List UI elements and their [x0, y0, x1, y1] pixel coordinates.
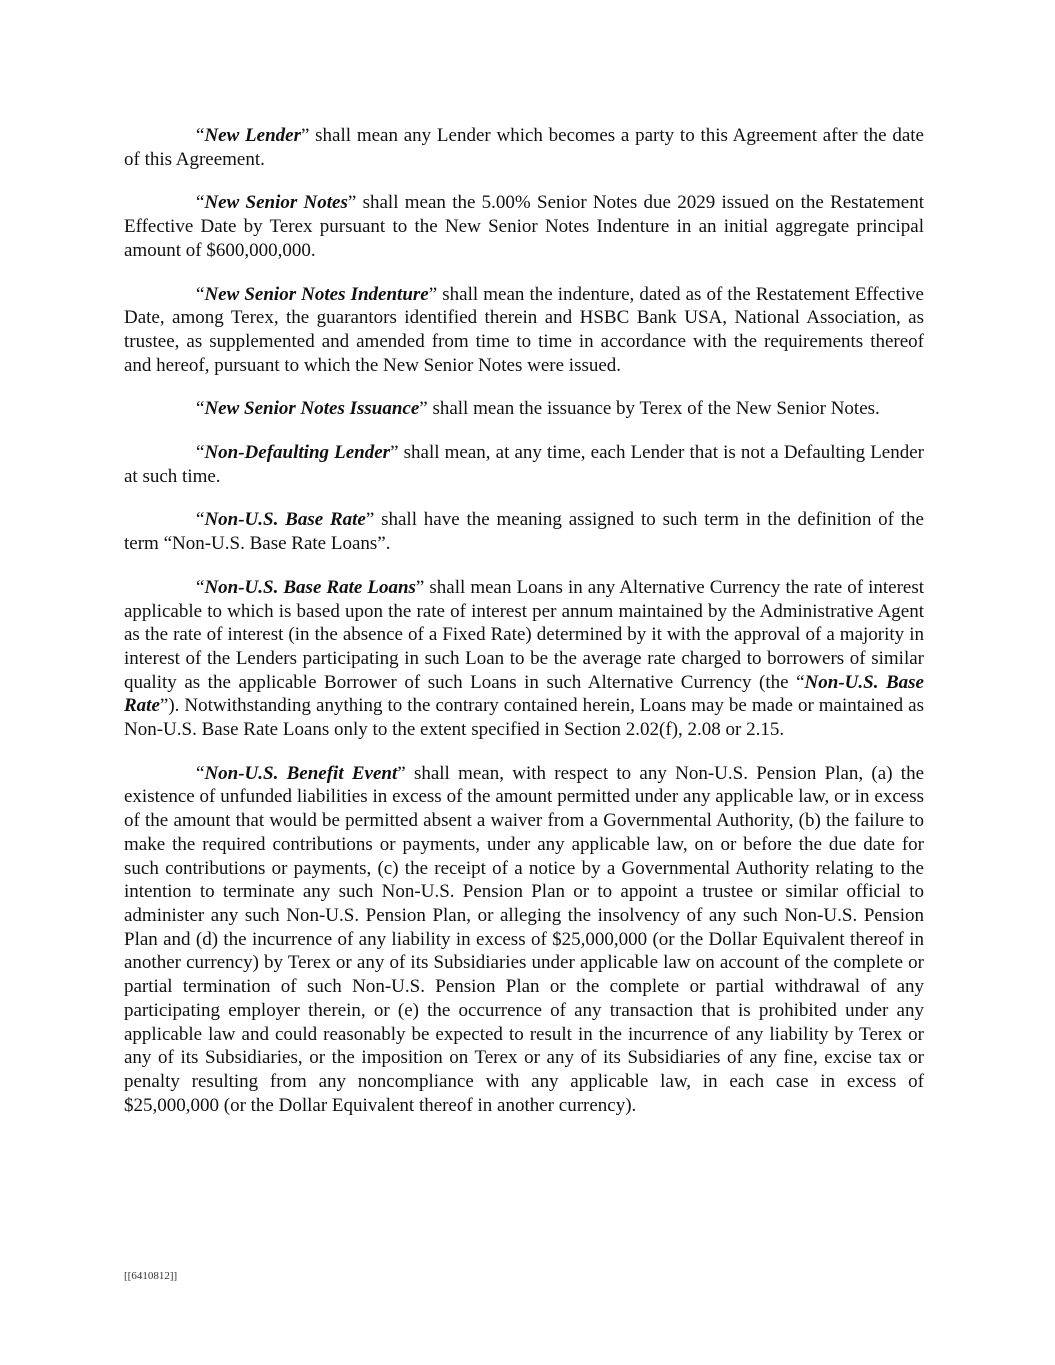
document-id-footer: [[6410812]]	[124, 1270, 178, 1282]
definition-text: ” shall mean the indenture, dated as of the Restatement Effective Date, among Terex, the guarantors identified therein and HSBC Bank USA, National Association, as trustee, as supplemented and amended from time to time in accordance with the requirements thereof and hereof, pursuant to which the New Senior Notes were issued.	[124, 283, 924, 376]
definition-new-lender	[124, 124, 924, 171]
definition-new-senior-notes-issuance	[124, 397, 924, 421]
definition-new-senior-notes-indenture	[124, 283, 924, 378]
definition-text: ” shall have the meaning assigned to such term in the definition of the term “Non-U.S. Base Rate Loans”.	[124, 509, 924, 555]
definition-new-senior-notes	[124, 191, 924, 262]
open-quote: “	[196, 398, 205, 420]
defined-term: New Senior Notes	[204, 192, 348, 214]
open-quote: “	[196, 192, 205, 214]
definition-non-us-base-rate	[124, 508, 924, 555]
definition-text: ” shall mean the 5.00% Senior Notes due 2029 issued on the Restatement Effective Date by Terex pursuant to the New Senior Notes Indenture in an initial aggregate principal amount of $600,000,000.	[124, 192, 924, 261]
inline-defined-term: Non-U.S. Base Rate	[124, 671, 924, 717]
open-quote: “	[196, 509, 205, 531]
open-quote: “	[196, 283, 205, 305]
open-quote: “	[196, 576, 205, 598]
definition-text-continued: ”). Notwithstanding anything to the contrary contained herein, Loans may be made or maintained as Non-U.S. Base Rate Loans only to the extent specified in Section 2.02(f), 2.08 or 2.15.	[124, 695, 924, 741]
definition-text: ” shall mean any Lender which becomes a party to this Agreement after the date of this Agreement.	[124, 125, 924, 170]
definition-text: ” shall mean the issuance by Terex of the New Senior Notes.	[419, 398, 880, 420]
definition-text: ” shall mean, at any time, each Lender that is not a Defaulting Lender at such time.	[124, 442, 925, 487]
definition-non-us-base-rate-loans	[124, 576, 924, 742]
definition-text: ” shall mean Loans in any Alternative Currency the rate of interest applicable to which is based upon the rate of interest per annum maintained by the Administrative Agent as the rate of interest (in the absence of a Fixed Rate) determined by it with the approval of a majority in interest of the Lenders participating in such Loan to be the average rate charged to borrowers of similar quality as the applicable Borrower of such Loans in such Alternative Currency (the “	[124, 576, 925, 693]
defined-term: Non-Defaulting Lender	[204, 442, 391, 464]
defined-term: New Senior Notes Issuance	[204, 398, 420, 420]
defined-term: New Senior Notes Indenture	[204, 283, 429, 305]
open-quote: “	[196, 125, 205, 146]
document-body	[124, 124, 924, 1137]
open-quote: “	[196, 762, 205, 784]
definition-text: ” shall mean, with respect to any Non-U.S. Pension Plan, (a) the existence of unfunded liabilities in excess of the amount permitted under any applicable law, or in excess of the amount that would be permitted absent a waiver from a Governmental Authority, (b) the failure to make the required contributions or payments, under any applicable law, on or before the due date for such contributions or payments, (c) the receipt of a notice by a Governmental Authority relating to the intention to terminate any such Non-U.S. Pension Plan or to appoint a trustee or similar official to administer any such Non-U.S. Pension Plan, or alleging the insolvency of any such Non-U.S. Pension Plan and (d) the incurrence of any liability in excess of $25,000,000 (or the Dollar Equivalent thereof in another currency) by Terex or any of its Subsidiaries under applicable law on account of the complete or partial termination of such Non-U.S. Pension Plan or the complete or partial withdrawal of any participating employer therein, or (e) the occurrence of any transaction that is prohibited under any applicable law and could reasonably be expected to result in the incurrence of any liability by Terex or any of its Subsidiaries, or the imposition on Terex or any of its Subsidiaries of any fine, excise tax or penalty resulting from any noncompliance with any applicable law, in each case in excess of $25,000,000 (or the Dollar Equivalent thereof in another currency).	[124, 762, 924, 1116]
defined-term: Non-U.S. Base Rate	[204, 509, 366, 531]
defined-term: Non-U.S. Base Rate Loans	[204, 576, 416, 598]
definition-non-us-benefit-event	[124, 762, 924, 1118]
defined-term: New Lender	[204, 125, 301, 146]
open-quote: “	[196, 442, 205, 464]
defined-term: Non-U.S. Benefit Event	[204, 762, 398, 784]
definition-non-defaulting-lender	[124, 441, 924, 488]
